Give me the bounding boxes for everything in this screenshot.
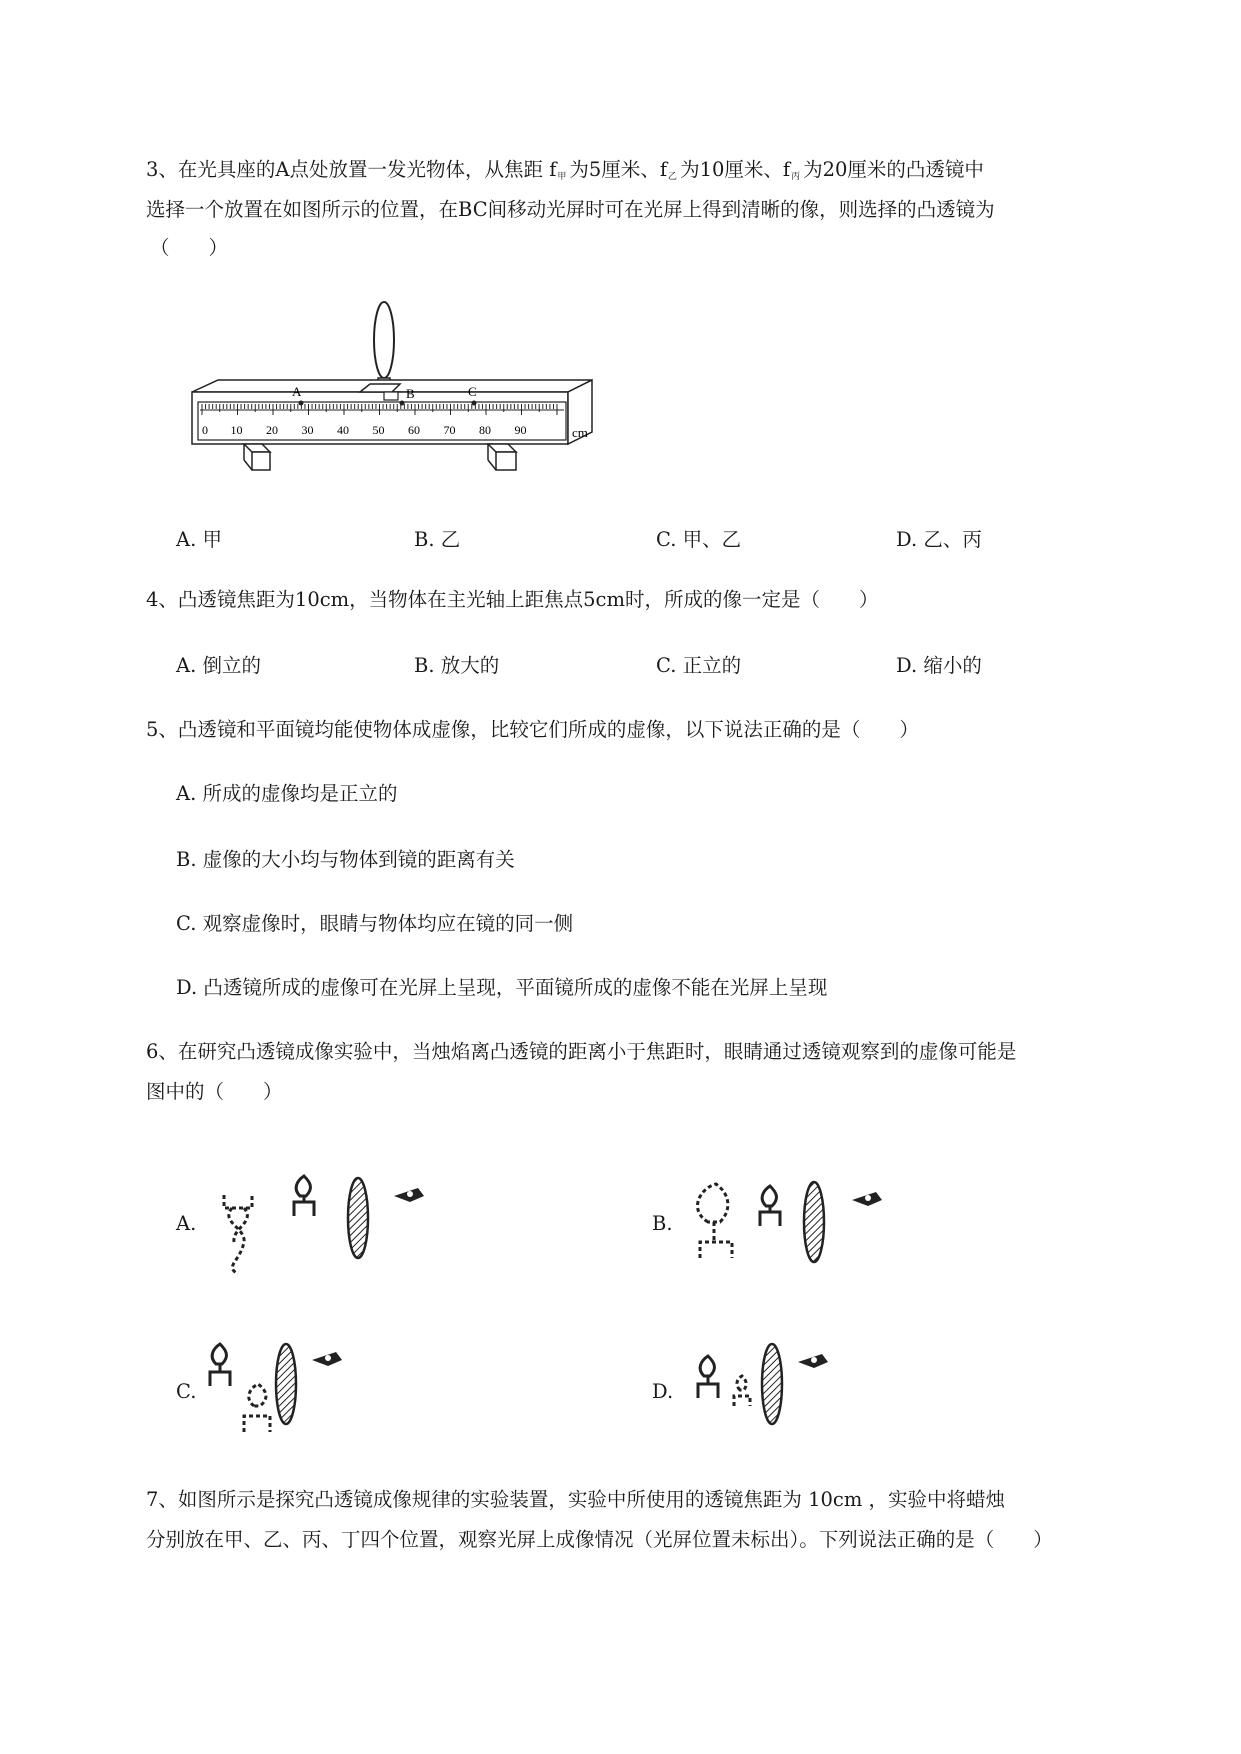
convex-lens [762,1344,782,1424]
q6-option-c-figure[interactable] [200,1336,360,1446]
q3-option-b[interactable]: B. 乙 [414,528,461,551]
q6-stem-line-2: 图中的（ ） [146,1080,283,1103]
q6-option-d-figure[interactable] [686,1336,846,1446]
eye-icon [312,1352,342,1366]
scale-label: 60 [408,423,420,437]
scale-label: 20 [266,423,278,437]
q5-option-c[interactable]: C. 观察虚像时，眼睛与物体均应在镜的同一侧 [176,912,574,935]
candle-object [760,1186,780,1226]
q3-option-c[interactable]: C. 甲、乙 [656,528,742,551]
q3-stem-line-1: 3、在光具座的A点处放置一发光物体，从焦距 $f_甲$ 为5厘米、$f_乙$ 为10厘米、$f_丙$ 为20厘米的凸透镜中 [146,158,984,182]
virtual-image-reduced [734,1376,750,1406]
point-b-marker [400,401,405,406]
q6-option-b-figure[interactable] [686,1176,916,1286]
q3-option-a[interactable]: A. 甲 [176,528,222,551]
virtual-image-enlarged [698,1184,732,1258]
scale-label: 90 [514,423,527,437]
eye-icon [394,1188,424,1202]
point-c-marker [472,401,477,406]
convex-lens [276,1344,296,1424]
convex-lens [804,1182,824,1262]
point-a-label: A [292,384,302,399]
q3-stem-line-3: （ ） [150,236,229,259]
point-a-marker [299,401,304,406]
q6-option-d-label[interactable]: D. [652,1380,674,1403]
q5-option-a[interactable]: A. 所成的虚像均是正立的 [176,782,398,805]
q6-option-a-figure[interactable] [210,1170,440,1280]
q6-stem-line-1: 6、在研究凸透镜成像实验中，当烛焰离凸透镜的距离小于焦距时，眼睛通过透镜观察到的虚像可能是 [146,1040,1017,1063]
q7-stem-line-2: 分别放在甲、乙、丙、丁四个位置，观察光屏上成像情况（光屏位置未标出）。下列说法正确的是（ ） [146,1528,1053,1551]
optical-bench-figure [170,300,610,490]
q4-option-d[interactable]: D. 缩小的 [896,654,982,677]
q3-stem-line-2: 选择一个放置在如图所示的位置，在BC间移动光屏时可在光屏上得到清晰的像，则选择的凸透镜为 [146,198,995,221]
scale-label: 10 [230,423,243,437]
scale-label: 30 [301,423,314,437]
virtual-image [244,1384,270,1432]
q6-option-b-label[interactable]: B. [652,1212,673,1235]
bench-leg-right [488,444,516,470]
q6-option-a-label[interactable]: A. [176,1212,197,1235]
eye-icon [798,1354,828,1368]
candle-object [210,1344,230,1386]
q4-option-b[interactable]: B. 放大的 [414,654,500,677]
scale-label: 80 [479,423,491,437]
bench-leg-left [244,444,270,470]
lens-shape [374,302,394,378]
scale-label: 50 [372,423,385,437]
scale-label: 40 [337,423,349,437]
q6-option-c-label[interactable]: C. [176,1380,197,1403]
q5-stem: 5、凸透镜和平面镜均能使物体成虚像，比较它们所成的虚像，以下说法正确的是（ ） [146,718,919,741]
eye-icon [852,1192,882,1206]
point-b-label: B [406,386,415,401]
virtual-image-inverted [224,1195,252,1274]
candle-object [698,1356,718,1398]
convex-lens [348,1178,368,1258]
candle-object [294,1176,314,1216]
scale-label: 70 [443,423,456,437]
q4-option-a[interactable]: A. 倒立的 [176,654,261,677]
q5-option-d[interactable]: D. 凸透镜所成的虚像可在光屏上呈现，平面镜所成的虚像不能在光屏上呈现 [176,976,828,999]
q4-stem: 4、凸透镜焦距为10cm，当物体在主光轴上距焦点5cm时，所成的像一定是（ ） [146,588,879,611]
point-c-label: C [468,384,477,399]
scale-label: 0 [202,423,208,437]
q7-stem-line-1: 7、如图所示是探究凸透镜成像规律的实验装置，实验中所使用的透镜焦距为 10cm ，实验中将蜡烛 [146,1488,1006,1511]
q4-option-c[interactable]: C. 正立的 [656,654,742,677]
q3-option-d[interactable]: D. 乙、丙 [896,528,982,551]
scale-unit: cm [572,425,588,440]
q5-option-b[interactable]: B. 虚像的大小均与物体到镜的距离有关 [176,848,515,871]
